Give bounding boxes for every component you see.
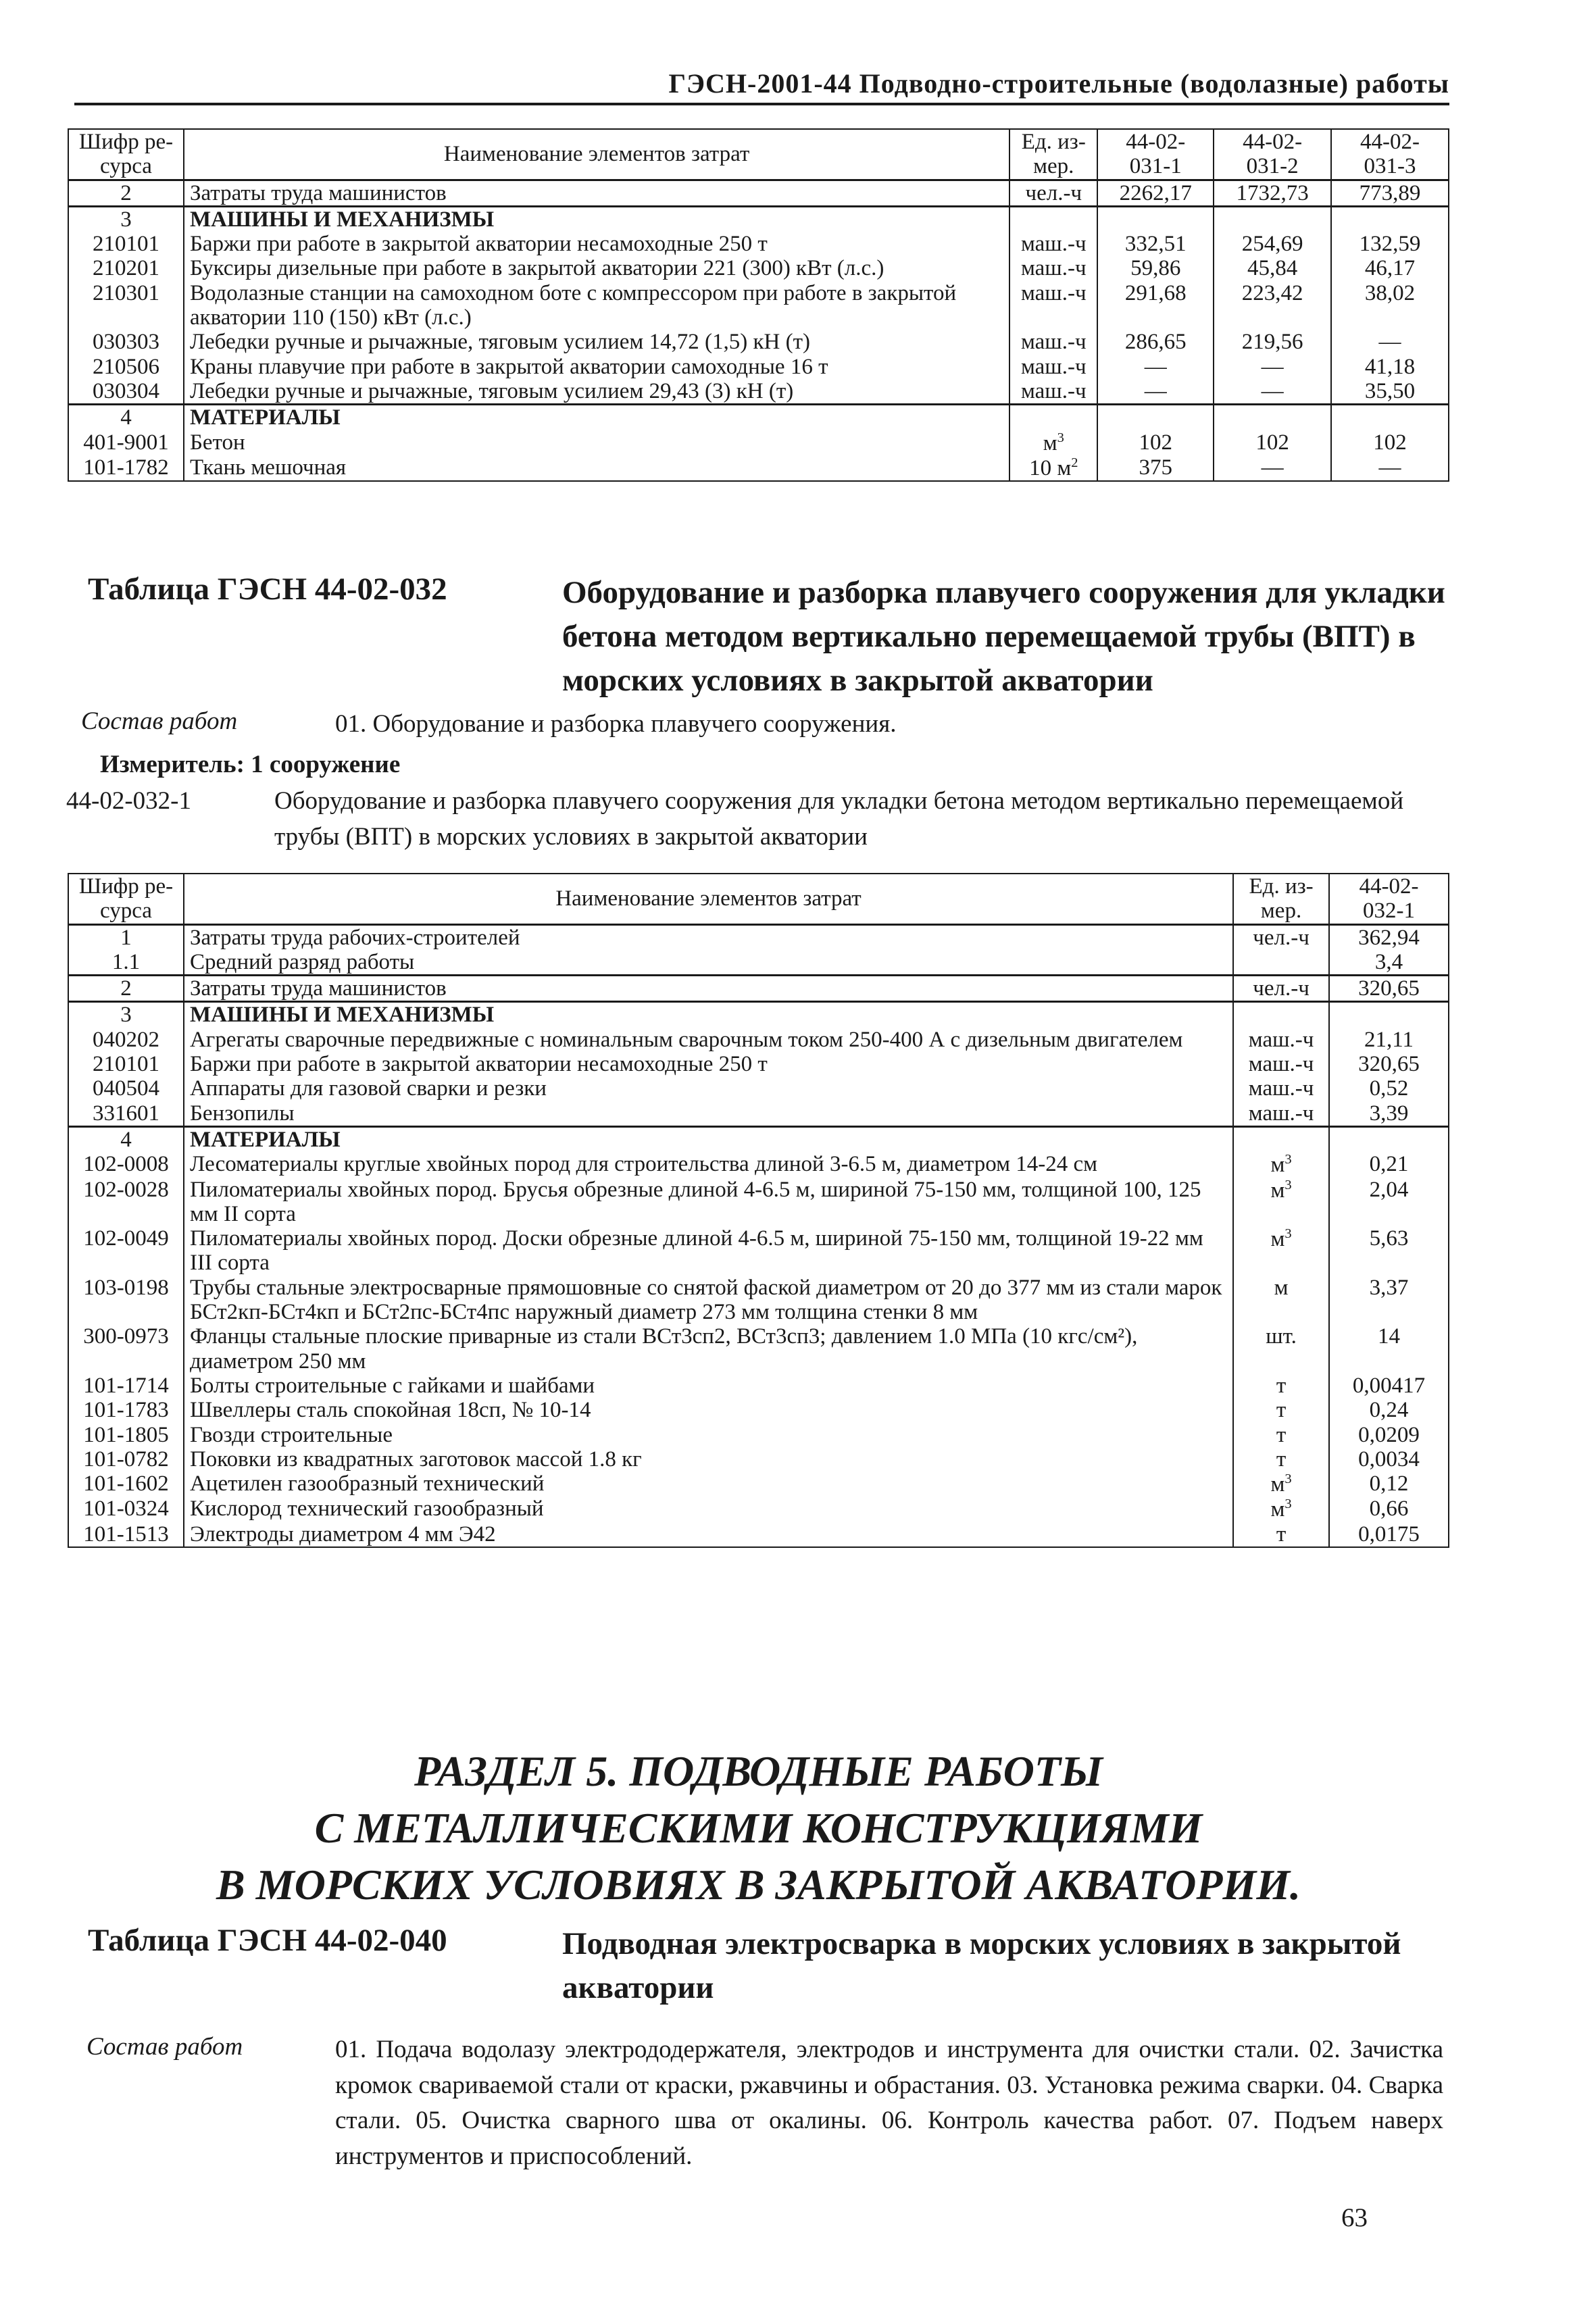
norm-value: 0,52 [1329,1076,1449,1101]
resource-name: Лебедки ручные и рычажные, тяговым усилием 29,43 (3) кН (т) [184,379,1009,405]
norm-value: 0,24 [1329,1398,1449,1422]
norm-value: 320,65 [1329,1052,1449,1076]
resource-code: 101-1714 [68,1374,184,1398]
resource-name: Кислород технический газообразный [184,1496,1233,1521]
resource-name: Затраты труда машинистов [184,976,1233,1002]
table-row [68,281,1449,330]
unit-text: маш.-ч [1021,280,1087,305]
section-title-line: РАЗДЕЛ 5. ПОДВОДНЫЕ РАБОТЫ [414,1747,1103,1795]
norm-value: 41,18 [1331,355,1449,379]
unit-text: чел.-ч [1253,976,1310,1001]
resource-code: 101-0324 [68,1496,184,1521]
resource-unit [1009,455,1097,481]
norm-value [1329,1002,1449,1028]
resource-unit [1233,1398,1329,1422]
table-row [68,379,1449,405]
resource-name: Лесоматериалы круглые хвойных пород для строительства длиной 3-6.5 м, диаметром 14-24 см [184,1152,1233,1177]
section-title-line: С МЕТАЛЛИЧЕСКИМИ КОНСТРУКЦИЯМИ [314,1803,1203,1852]
resource-unit [1233,1472,1329,1496]
resource-table-031 [68,128,1449,482]
table-row [68,1076,1449,1101]
norm-value [1097,405,1214,430]
resource-name: Ацетилен газообразный технический [184,1472,1233,1496]
resource-name: Пиломатериалы хвойных пород. Доски обрезные длиной 4-6.5 м, шириной 75-150 мм, толщиной 19-22 мм III сорта [184,1226,1233,1276]
norm-value [1331,405,1449,430]
resource-name: Агрегаты сварочные передвижные с номинальным сварочным током 250-400 А с дизельным двигателем [184,1028,1233,1052]
norm-value: 219,56 [1214,330,1331,354]
resource-unit [1233,976,1329,1002]
table-row [68,1423,1449,1447]
norm-value: 35,50 [1331,379,1449,405]
norm-value [1214,405,1331,430]
unit-text: м [1274,1275,1289,1300]
norm-value: 102 [1214,430,1331,455]
norm-value: 291,68 [1097,281,1214,330]
norm-value: — [1097,379,1214,405]
resource-unit [1233,924,1329,950]
resource-unit [1233,1447,1329,1472]
norm-value: 2262,17 [1097,180,1214,206]
table-row [68,232,1449,256]
table-032-caption: Оборудование и разборка плавучего сооружения для укладки бетона методом вертикально перемещаемой трубы (ВПТ) в морских условиях в закрытой акватории [562,575,1445,698]
resource-code: 1.1 [68,950,184,976]
unit-exponent: 3 [1285,1177,1292,1192]
norm-value: 332,51 [1097,232,1214,256]
resource-unit [1009,379,1097,405]
table-row [68,1522,1449,1547]
resource-code: 030303 [68,330,184,354]
resource-code: 3 [68,206,184,232]
resource-name: Ткань мешочная [184,455,1009,481]
norm-value: — [1214,455,1331,481]
resource-name: МАТЕРИАЛЫ [184,405,1009,430]
norm-value: 254,69 [1214,232,1331,256]
norm-value: — [1214,355,1331,379]
norm-value: 320,65 [1329,976,1449,1002]
work-composition-label: Состав работ [81,707,238,735]
col-header-name: Наименование элементов затрат [184,874,1233,924]
resource-name: Лебедки ручные и рычажные, тяговым усилием 14,72 (1,5) кН (т) [184,330,1009,354]
resource-unit [1009,281,1097,330]
resource-code: 4 [68,405,184,430]
table-row [68,355,1449,379]
resource-name: Поковки из квадратных заготовок массой 1.8 кг [184,1447,1233,1472]
norm-description: Оборудование и разборка плавучего сооружения для укладки бетона методом вертикально перемещаемой трубы (ВПТ) в морских условиях в закрытой акватории [274,787,1404,851]
col-header-code: Шифр ре- сурса [68,129,184,180]
norm-value: 2,04 [1329,1178,1449,1227]
resource-code: 040504 [68,1076,184,1101]
table-body [68,924,1449,1547]
resource-code: 210506 [68,355,184,379]
table-row [68,1447,1449,1472]
norm-value: 102 [1097,430,1214,455]
norm-value [1214,206,1331,232]
table-header-row [68,874,1449,924]
resource-unit [1233,1496,1329,1521]
norm-value: — [1097,355,1214,379]
resource-code: 300-0973 [68,1324,184,1374]
resource-name: МАТЕРИАЛЫ [184,1126,1233,1152]
resource-unit [1233,1028,1329,1052]
unit-text: чел.-ч [1025,180,1082,205]
col-header-code: Шифр ре- сурса [68,874,184,924]
norm-value: 38,02 [1331,281,1449,330]
norm-value: — [1214,379,1331,405]
resource-unit [1009,256,1097,280]
table-row [68,430,1449,455]
unit-exponent: 3 [1285,1496,1292,1512]
norm-value: 14 [1329,1324,1449,1374]
unit-text: маш.-ч [1021,330,1087,355]
norm-value: 0,0209 [1329,1423,1449,1447]
resource-unit [1233,1374,1329,1398]
table-row [68,1472,1449,1496]
unit-text: маш.-ч [1021,354,1087,379]
unit-text: маш.-ч [1021,232,1087,257]
resource-unit [1233,1076,1329,1101]
resource-name: Фланцы стальные плоские приварные из стали ВСт3сп2, ВСт3сп3; давлением 1.0 МПа (10 кгс/см²), диаметром 250 мм [184,1324,1233,1374]
resource-name: МАШИНЫ И МЕХАНИЗМЫ [184,1002,1233,1028]
work-composition-label: Состав работ [86,2033,243,2061]
resource-name: Затраты труда рабочих-строителей [184,924,1233,950]
resource-code: 102-0028 [68,1178,184,1227]
resource-name: МАШИНЫ И МЕХАНИЗМЫ [184,206,1009,232]
resource-code: 101-1782 [68,455,184,481]
resource-name: Электроды диаметром 4 мм Э42 [184,1522,1233,1547]
running-header: ГЭСН-2001-44 Подводно-строительные (водолазные) работы [74,68,1449,105]
unit-text: м [1043,430,1057,455]
norm-value: 0,00417 [1329,1374,1449,1398]
norm-value: 0,21 [1329,1152,1449,1177]
resource-code: 2 [68,180,184,206]
work-composition-text: 01. Подача водолазу электрододержателя, электродов и инструмента для очистки стали. 02. Зачистка кромок свариваемой стали от краски, ржавчины и обрастания. 03. Установка режима сварки. 04. Сварка стали. 05. Очистка сварного шва от окалины. 06. Контроль качества работ. 07. Подъем наверх инструментов и приспособлений. [335,2036,1443,2170]
norm-value: 0,66 [1329,1496,1449,1521]
resource-name: Водолазные станции на самоходном боте с компрессором при работе в закрытой акватории 110 (150) кВт (л.с.) [184,281,1009,330]
table-row [68,1374,1449,1398]
table-header-row [68,129,1449,180]
resource-unit [1009,206,1097,232]
resource-unit [1009,430,1097,455]
resource-code: 102-0008 [68,1152,184,1177]
resource-code: 101-0782 [68,1447,184,1472]
unit-text: т [1276,1373,1287,1398]
unit-text: м [1270,1153,1285,1178]
col-header-name: Наименование элементов затрат [184,129,1009,180]
unit-text: маш.-ч [1021,256,1087,281]
unit-text: м [1270,1497,1285,1522]
unit-exponent: 3 [1285,1152,1292,1167]
table-row [68,1052,1449,1076]
page-number: 63 [1341,2203,1368,2232]
norm-value: 0,0175 [1329,1522,1449,1547]
resource-name: Краны плавучие при работе в закрытой акватории самоходные 16 т [184,355,1009,379]
norm-value: 5,63 [1329,1226,1449,1276]
norm-value: 773,89 [1331,180,1449,206]
norm-value: — [1331,330,1449,354]
section-title [68,1743,1449,1913]
resource-unit [1233,950,1329,976]
resource-code: 040202 [68,1028,184,1052]
resource-unit [1233,1101,1329,1127]
resource-name: Баржи при работе в закрытой акватории несамоходные 250 т [184,1052,1233,1076]
norm-value: 375 [1097,455,1214,481]
table-row [68,206,1449,232]
table-row [68,950,1449,976]
resource-unit [1233,1126,1329,1152]
resource-unit [1233,1002,1329,1028]
resource-unit [1009,180,1097,206]
norm-value: 223,42 [1214,281,1331,330]
col-header-norm: 44-02- 031-2 [1214,129,1331,180]
resource-name: Бетон [184,430,1009,455]
col-header-norm: 44-02- 032-1 [1329,874,1449,924]
resource-unit [1233,1276,1329,1325]
resource-code: 1 [68,924,184,950]
unit-text: т [1276,1398,1287,1423]
table-row [68,405,1449,430]
norm-value: 0,12 [1329,1472,1449,1496]
unit-text: т [1276,1422,1287,1447]
resource-code: 210101 [68,1052,184,1076]
unit-text: т [1276,1447,1287,1472]
norm-value: 3,39 [1329,1101,1449,1127]
resource-code: 210301 [68,281,184,330]
unit-text: м [1270,1472,1285,1497]
meter-value: 1 сооружение [251,751,401,778]
resource-name: Аппараты для газовой сварки и резки [184,1076,1233,1101]
col-header-norm: 44-02- 031-1 [1097,129,1214,180]
resource-name: Гвозди строительные [184,1423,1233,1447]
resource-code: 101-1602 [68,1472,184,1496]
norm-value: 45,84 [1214,256,1331,280]
norm-value [1097,206,1214,232]
resource-code: 102-0049 [68,1226,184,1276]
table-row [68,1398,1449,1422]
unit-text: м [1270,1178,1285,1203]
unit-exponent: 3 [1285,1226,1292,1242]
norm-value: 362,94 [1329,924,1449,950]
resource-unit [1233,1226,1329,1276]
table-row [68,924,1449,950]
resource-code: 103-0198 [68,1276,184,1325]
table-040-caption: Подводная электросварка в морских условиях в закрытой акватории [562,1926,1401,2005]
resource-code: 101-1805 [68,1423,184,1447]
table-040-id: Таблица ГЭСН 44-02-040 [88,1923,447,1958]
norm-value: 132,59 [1331,232,1449,256]
table-row [68,1152,1449,1177]
resource-name: Бензопилы [184,1101,1233,1127]
resource-name: Буксиры дизельные при работе в закрытой акватории 221 (300) кВт (л.с.) [184,256,1009,280]
resource-code: 210201 [68,256,184,280]
resource-name: Средний разряд работы [184,950,1233,976]
resource-unit [1009,232,1097,256]
table-row [68,1101,1449,1127]
norm-value: 3,4 [1329,950,1449,976]
resource-code: 401-9001 [68,430,184,455]
table-row [68,1126,1449,1152]
col-header-unit: Ед. из- мер. [1233,874,1329,924]
table-032-id: Таблица ГЭСН 44-02-032 [88,572,447,607]
section-title-line: В МОРСКИХ УСЛОВИЯХ В ЗАКРЫТОЙ АКВАТОРИИ. [216,1860,1301,1909]
resource-unit [1233,1152,1329,1177]
table-row [68,256,1449,280]
unit-text: чел.-ч [1253,925,1310,950]
unit-exponent: 3 [1285,1472,1292,1487]
resource-code: 2 [68,976,184,1002]
table-row [68,1002,1449,1028]
table-body [68,180,1449,481]
resource-unit [1009,355,1097,379]
norm-value [1329,1126,1449,1152]
unit-text: шт. [1266,1324,1297,1349]
work-composition-text: 01. Оборудование и разборка плавучего сооружения. [335,710,897,738]
norm-value: 3,37 [1329,1276,1449,1325]
unit-text: маш.-ч [1248,1076,1314,1101]
unit-exponent: 2 [1071,455,1078,470]
table-row [68,976,1449,1002]
table-row [68,1028,1449,1052]
table-row [68,1276,1449,1325]
resource-code: 101-1783 [68,1398,184,1422]
meter-label: Измеритель: [100,751,245,778]
resource-unit [1233,1423,1329,1447]
unit-text: маш.-ч [1248,1052,1314,1077]
table-row [68,1496,1449,1521]
resource-code: 101-1513 [68,1522,184,1547]
norm-value: 0,0034 [1329,1447,1449,1472]
resource-name: Швеллеры сталь спокойная 18сп, № 10-14 [184,1398,1233,1422]
meter-line [100,750,400,779]
resource-name: Баржи при работе в закрытой акватории несамоходные 250 т [184,232,1009,256]
resource-code: 3 [68,1002,184,1028]
norm-value: 59,86 [1097,256,1214,280]
norm-value: — [1331,455,1449,481]
resource-code: 030304 [68,379,184,405]
table-row [68,455,1449,481]
norm-value [1331,206,1449,232]
table-row [68,1324,1449,1374]
resource-table-032 [68,873,1449,1548]
unit-exponent: 3 [1057,430,1064,445]
table-row [68,330,1449,354]
unit-text: маш.-ч [1248,1101,1314,1126]
unit-text: 10 м [1029,455,1072,480]
norm-value: 286,65 [1097,330,1214,354]
table-row [68,1178,1449,1227]
norm-value: 1732,73 [1214,180,1331,206]
table-row [68,180,1449,206]
norm-value: 102 [1331,430,1449,455]
unit-text: маш.-ч [1021,378,1087,403]
col-header-norm: 44-02- 031-3 [1331,129,1449,180]
resource-unit [1233,1052,1329,1076]
resource-unit [1233,1178,1329,1227]
col-header-unit: Ед. из- мер. [1009,129,1097,180]
resource-code: 331601 [68,1101,184,1127]
resource-code: 210101 [68,232,184,256]
resource-name: Болты строительные с гайками и шайбами [184,1374,1233,1398]
resource-name: Пиломатериалы хвойных пород. Брусья обрезные длиной 4-6.5 м, шириной 75-150 мм, толщиной 100, 125 мм II сорта [184,1178,1233,1227]
unit-text: маш.-ч [1248,1027,1314,1052]
resource-unit [1009,405,1097,430]
resource-code: 4 [68,1126,184,1152]
resource-name: Трубы стальные электросварные прямошовные со снятой фаской диаметром от 20 до 377 мм из стали марок БСт2кп-БСт4кп и БСт2пс-БСт4пс наружный диаметр 273 мм толщина стенки 8 мм [184,1276,1233,1325]
unit-text: т [1276,1521,1287,1546]
unit-text: м [1270,1227,1285,1252]
resource-unit [1233,1522,1329,1547]
resource-unit [1009,330,1097,354]
resource-unit [1233,1324,1329,1374]
table-row [68,1226,1449,1276]
norm-value: 46,17 [1331,256,1449,280]
norm-code: 44-02-032-1 [66,787,191,815]
norm-value: 21,11 [1329,1028,1449,1052]
resource-name: Затраты труда машинистов [184,180,1009,206]
